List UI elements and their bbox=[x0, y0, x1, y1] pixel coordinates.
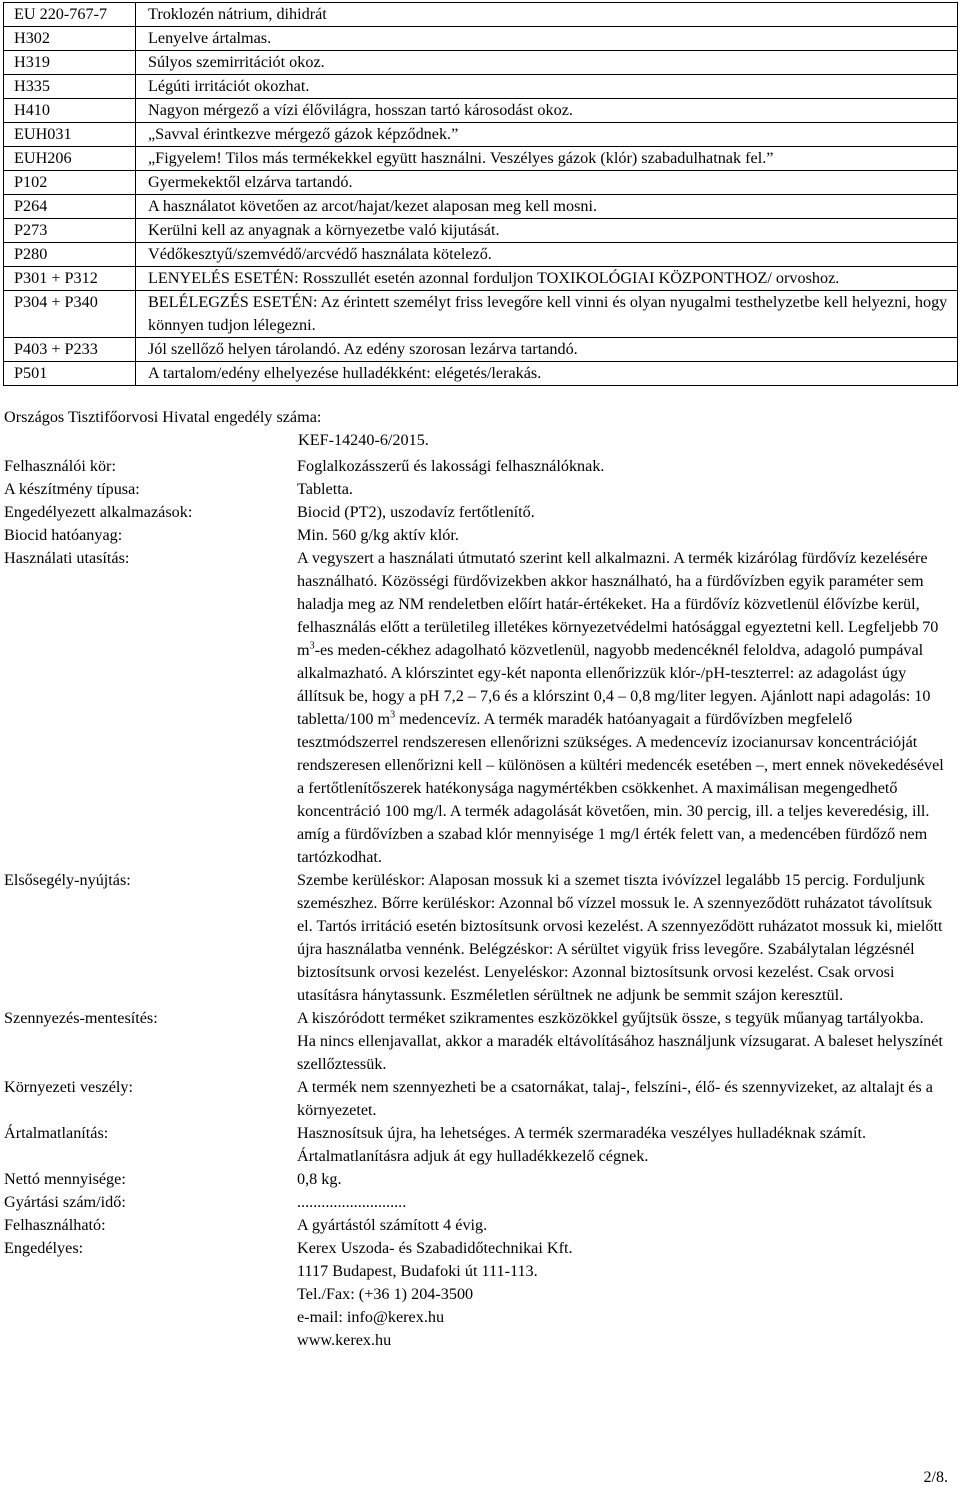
usage-value bbox=[297, 547, 954, 869]
table-row bbox=[4, 362, 958, 386]
statement-code: P102 bbox=[4, 171, 136, 195]
table-row bbox=[4, 291, 958, 338]
batch-label: Gyártási szám/idő: bbox=[4, 1193, 126, 1211]
applications-value: Biocid (PT2), uszodavíz fertőtlenítő. bbox=[297, 503, 535, 521]
table-row bbox=[4, 195, 958, 219]
statement-code: P304 + P340 bbox=[4, 291, 136, 338]
statement-text: Súlyos szemirritációt okoz. bbox=[136, 51, 958, 75]
table-row bbox=[4, 338, 958, 362]
info-row-batch bbox=[4, 1191, 954, 1214]
hazard-statements-body bbox=[4, 3, 958, 386]
statement-code: P273 bbox=[4, 219, 136, 243]
info-row-first-aid bbox=[4, 869, 954, 1007]
type-value: Tabletta. bbox=[297, 480, 353, 498]
table-row bbox=[4, 267, 958, 291]
statement-text: Gyermekektől elzárva tartandó. bbox=[136, 171, 958, 195]
info-row-spill bbox=[4, 1007, 954, 1076]
usage-sup-1: 3 bbox=[309, 640, 315, 652]
statement-text: A használatot követően az arcot/hajat/kezet alaposan meg kell mosni. bbox=[136, 195, 958, 219]
statement-code: H410 bbox=[4, 99, 136, 123]
environment-label: Környezeti veszély: bbox=[4, 1078, 133, 1096]
holder-website: www.kerex.hu bbox=[297, 1331, 392, 1349]
active-substance-value: Min. 560 g/kg aktív klór. bbox=[297, 526, 459, 544]
statement-text: Lenyelve ártalmas. bbox=[136, 27, 958, 51]
table-row bbox=[4, 3, 958, 27]
usage-label: Használati utasítás: bbox=[4, 549, 130, 567]
statement-text: Nagyon mérgező a vízi élővilágra, hosszan tartó károsodást okoz. bbox=[136, 99, 958, 123]
info-row-usage bbox=[4, 547, 954, 869]
environment-value: A termék nem szennyezheti be a csatornákat, talaj-, felszíni-, élő- és szennyvizeket, az altalajt és a környezetet. bbox=[297, 1078, 933, 1119]
table-row bbox=[4, 171, 958, 195]
info-row-net-quantity bbox=[4, 1168, 954, 1191]
spill-value: A kiszóródott terméket szikramentes eszközökkel gyűjtsük össze, s tegyük műanyag tartályokba. Ha nincs ellenjavallat, akkor a maradék eltávolításához használjunk vízsugarat. A baleset helyszínét szellőztessük. bbox=[297, 1009, 943, 1073]
usage-text-1: A vegyszert a használati útmutató szerint kell alkalmazni. A termék kizárólag fürdővíz kezelésére használható. Közösségi fürdővizekben akkor használható, ha a fürdővízben egyik paraméter sem haladja meg az NM rendeletben előírt határ-értékeket. Ha a fürdővíz közvetlenül élővízbe kerül, felhasználás előtt a területileg illetékes környezetvédelmi hatósággal egyeztetni kell. Legfeljebb 70 m bbox=[297, 549, 939, 659]
holder-email: e-mail: info@kerex.hu bbox=[297, 1308, 445, 1326]
statement-text: BELÉLEGZÉS ESETÉN: Az érintett személyt friss levegőre kell vinni és olyan nyugalmi testhelyzetbe kell helyezni, hogy könnyen tudjon lélegezni. bbox=[136, 291, 958, 338]
batch-value: ........................... bbox=[297, 1193, 407, 1211]
authority-label: Országos Tisztifőorvosi Hivatal engedély száma: bbox=[4, 408, 322, 426]
authority-permit bbox=[4, 406, 954, 452]
holder-address: 1117 Budapest, Budafoki út 111-113. bbox=[297, 1262, 538, 1280]
usable-value: A gyártástól számított 4 évig. bbox=[297, 1216, 488, 1234]
statement-code: EUH206 bbox=[4, 147, 136, 171]
authority-number: KEF-14240-6/2015. bbox=[298, 431, 429, 449]
statement-code: EU 220-767-7 bbox=[4, 3, 136, 27]
table-row bbox=[4, 219, 958, 243]
statement-text: „Savval érintkezve mérgező gázok képződnek.” bbox=[136, 123, 958, 147]
net-quantity-value: 0,8 kg. bbox=[297, 1170, 342, 1188]
statement-text: Kerülni kell az anyagnak a környezetbe való kijutását. bbox=[136, 219, 958, 243]
statement-code: P280 bbox=[4, 243, 136, 267]
applications-label: Engedélyezett alkalmazások: bbox=[4, 503, 193, 521]
disposal-label: Ártalmatlanítás: bbox=[4, 1124, 109, 1142]
usage-text-3: medencevíz. A termék maradék hatóanyagait a fürdővízben megfelelő tesztmódszerrel rendszeresen ellenőrizni szükséges. A medencevíz izocianursav koncentrációját rendszeresen ellenőrizni kell – különösen a kültéri medencék esetében –, mert ennek növekedésével a fertőtlenítőszerek hatékonysága nagymértékben csökkenhet. A maximálisan megengedhető koncentráció 100 mg/l. A termék adagolását követően, min. 30 percig, ill. a teljes keveredésig, ill. amíg a fürdővízben a szabad klór mennyisége 1 mg/l érték felett van, a medencében fürdőző nem tartózkodhat. bbox=[297, 710, 944, 866]
statement-code: EUH031 bbox=[4, 123, 136, 147]
users-label: Felhasználói kör: bbox=[4, 457, 116, 475]
table-row bbox=[4, 123, 958, 147]
usage-text-2: -es meden-cékhez adagolható közvetlenül, nagyobb medencéknél feloldva, adagoló pumpával alkalmazható. A klórszintet egy-két naponta ellenőrizzük klór-/pH-teszterrel: az adagolást úgy állítsuk be, hogy a pH 7,2 – 7,6 és a klórszint 0,4 – 0,8 mg/liter legyen. Ajánlott napi adagolás: 10 tabletta/100 m bbox=[297, 641, 931, 728]
product-info bbox=[4, 455, 954, 1352]
holder-phone: Tel./Fax: (+36 1) 204-3500 bbox=[297, 1285, 474, 1303]
info-row-holder bbox=[4, 1237, 954, 1352]
table-row bbox=[4, 243, 958, 267]
statement-text: Védőkesztyű/szemvédő/arcvédő használata kötelező. bbox=[136, 243, 958, 267]
statement-text: A tartalom/edény elhelyezése hulladékként: elégetés/lerakás. bbox=[136, 362, 958, 386]
statement-text: „Figyelem! Tilos más termékekkel együtt használni. Veszélyes gázok (klór) szabadulhatnak fel.” bbox=[136, 147, 958, 171]
holder-value bbox=[297, 1237, 954, 1352]
info-row-type bbox=[4, 478, 954, 501]
info-row-applications bbox=[4, 501, 954, 524]
holder-name: Kerex Uszoda- és Szabadidőtechnikai Kft. bbox=[297, 1239, 573, 1257]
table-row bbox=[4, 99, 958, 123]
info-row-disposal bbox=[4, 1122, 954, 1168]
first-aid-value: Szembe kerüléskor: Alaposan mossuk ki a szemet tiszta ivóvízzel legalább 15 percig. Forduljunk szemészhez. Bőrre kerüléskor: Azonnal bő vízzel mossuk le. A szennyeződött ruházatot távolítsuk el. Tartós irritáció esetén biztosítsunk orvosi kezelést. A szennyeződött ruházatot mossuk ki, mielőtt újra használatba vennénk. Belégzéskor: A sérültet vigyük friss levegőre. Szabálytalan légzésnél biztosítsunk orvosi kezelést. Lenyeléskor: Azonnal biztosítsunk orvosi kezelést. Csak orvosi utasításra hánytassunk. Eszméletlen sérültnek ne adjunk be semmit szájon keresztül. bbox=[297, 871, 943, 1004]
statement-text: Troklozén nátrium, dihidrát bbox=[136, 3, 958, 27]
info-row-usable bbox=[4, 1214, 954, 1237]
usable-label: Felhasználható: bbox=[4, 1216, 106, 1234]
disposal-value: Hasznosítsuk újra, ha lehetséges. A termék szermaradéka veszélyes hulladéknak számít. Ártalmatlanításra adjuk át egy hulladékkezelő cégnek. bbox=[297, 1124, 867, 1165]
holder-label: Engedélyes: bbox=[4, 1239, 84, 1257]
usage-sup-2: 3 bbox=[390, 709, 396, 721]
statement-text: Jól szellőző helyen tárolandó. Az edény szorosan lezárva tartandó. bbox=[136, 338, 958, 362]
table-row bbox=[4, 51, 958, 75]
statement-code: P501 bbox=[4, 362, 136, 386]
statement-text: LENYELÉS ESETÉN: Rosszullét esetén azonnal forduljon TOXIKOLÓGIAI KÖZPONTHOZ/ orvoshoz. bbox=[136, 267, 958, 291]
statement-code: H302 bbox=[4, 27, 136, 51]
info-row-environment bbox=[4, 1076, 954, 1122]
page-number: 2/8. bbox=[923, 1469, 948, 1486]
statement-code: P301 + P312 bbox=[4, 267, 136, 291]
users-value: Foglalkozásszerű és lakossági felhasználóknak. bbox=[297, 457, 605, 475]
hazard-statements-table bbox=[3, 2, 958, 386]
info-row-active-substance bbox=[4, 524, 954, 547]
table-row bbox=[4, 75, 958, 99]
statement-code: H335 bbox=[4, 75, 136, 99]
first-aid-label: Elsősegély-nyújtás: bbox=[4, 871, 131, 889]
statement-code: P403 + P233 bbox=[4, 338, 136, 362]
type-label: A készítmény típusa: bbox=[4, 480, 140, 498]
active-substance-label: Biocid hatóanyag: bbox=[4, 526, 123, 544]
table-row bbox=[4, 27, 958, 51]
statement-code: H319 bbox=[4, 51, 136, 75]
table-row bbox=[4, 147, 958, 171]
statement-code: P264 bbox=[4, 195, 136, 219]
statement-text: Légúti irritációt okozhat. bbox=[136, 75, 958, 99]
net-quantity-label: Nettó mennyisége: bbox=[4, 1170, 126, 1188]
info-row-users bbox=[4, 455, 954, 478]
spill-label: Szennyezés-mentesítés: bbox=[4, 1009, 158, 1027]
